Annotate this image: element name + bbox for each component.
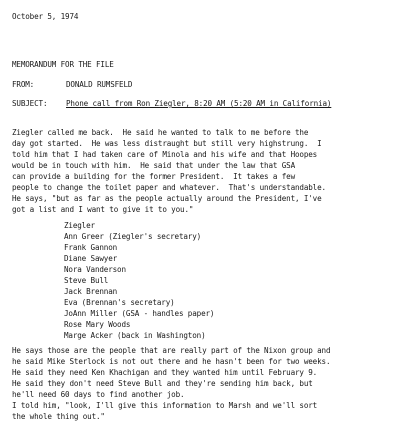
list-item: Steve Bull — [64, 276, 109, 285]
list-item: Jack Brennan — [64, 287, 118, 296]
paragraph-1-line: would be in touch with him. He said that under the law that GSA — [12, 161, 295, 170]
paragraph-2-line: He says those are the people that are really part of the Nixon group and — [12, 346, 331, 355]
from-value: DONALD RUMSFELD — [66, 80, 133, 89]
paragraph-1-line: He says, "but as far as the people actually around the President, I've — [12, 194, 322, 203]
paragraph-3-line: I told him, "look, I'll give this information to Marsh and we'll sort — [12, 401, 318, 410]
paragraph-1-line: day got started. He was less distraught but still very highstrung. I — [12, 139, 322, 148]
list-item: Rose Mary Woods — [64, 320, 131, 329]
paragraph-1-line: people to change the toilet paper and whatever. That's understandable. — [12, 183, 326, 192]
paragraph-2-line: He said they don't need Steve Bull and they're sending him back, but — [12, 379, 313, 388]
paragraph-1-line: can provide a building for the former President. It takes a few — [12, 172, 295, 181]
paragraph-2-line: he'll need 60 days to find another job. — [12, 390, 185, 399]
list-item: Diane Sawyer — [64, 254, 118, 263]
list-item: Marge Acker (back in Washington) — [64, 331, 206, 340]
paragraph-2-line: he said Mike Sterlock is not out there and he hasn't been for two weeks. — [12, 357, 331, 366]
list-item: Ann Greer (Ziegler's secretary) — [64, 232, 202, 241]
list-item: Nora Vanderson — [64, 265, 126, 274]
list-item: Eva (Brennan's secretary) — [64, 298, 175, 307]
paragraph-2-line: He said they need Ken Khachigan and they wanted him until February 9. — [12, 368, 318, 377]
from-label: FROM: — [12, 80, 35, 89]
paragraph-3-line: the whole thing out." — [12, 412, 105, 421]
memo-title: MEMORANDUM FOR THE FILE — [12, 60, 114, 69]
paragraph-1-line: Ziegler called me back. He said he wanted to talk to me before the — [12, 128, 309, 137]
paragraph-1-line: got a list and I want to give it to you." — [12, 205, 194, 214]
paragraph-2 — [12, 345, 392, 400]
memo-date: October 5, 1974 — [12, 12, 79, 21]
subject-value: Phone call from Ron Ziegler, 8:20 AM (5:20 AM in California) — [66, 99, 332, 108]
list-item: Ziegler — [64, 221, 95, 230]
paragraph-1 — [12, 127, 392, 215]
list-item: Frank Gannon — [64, 243, 118, 252]
paragraph-3 — [12, 400, 392, 422]
names-list — [64, 220, 214, 341]
paragraph-1-line: told him that I had taken care of Minola and his wife and that Hoopes — [12, 150, 318, 159]
list-item: JoAnn Miller (GSA - handles paper) — [64, 309, 215, 318]
subject-label: SUBJECT: — [12, 99, 48, 108]
